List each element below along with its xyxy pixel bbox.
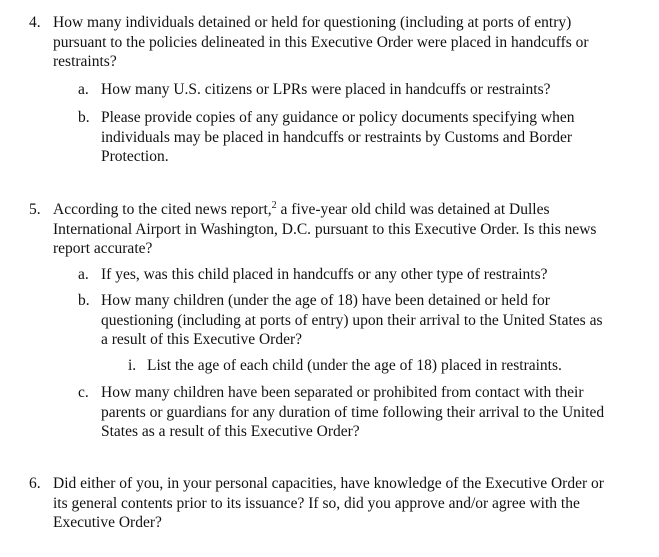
subitem-line: How many children have been separated or prohibited from contact with their	[101, 384, 584, 401]
subitem-line: List the age of each child (under the age of 18) placed in restraints.	[147, 357, 562, 374]
subitem-text	[147, 356, 647, 376]
subitem-text	[101, 108, 646, 167]
question-number: 5.	[29, 201, 41, 218]
subitem-text	[101, 291, 646, 350]
question-text	[53, 13, 643, 72]
subitem-line: individuals may be placed in handcuffs or restraints by Customs and Border	[101, 128, 573, 146]
question-text	[53, 200, 643, 259]
subitem-letter: a.	[78, 266, 89, 283]
subitem-line: States as a result of this Executive Order?	[101, 423, 360, 440]
question-number: 4.	[29, 14, 41, 31]
subitem-line: questioning (including at ports of entry) upon their arrival to the United States as	[101, 311, 603, 329]
subitem-letter: b.	[78, 109, 90, 126]
subitem-line: parents or guardians for any duration of time following their arrival to the United	[101, 403, 605, 421]
question-line: International Airport in Washington, D.C. pursuant to this Executive Order. Is this news	[53, 220, 597, 238]
subitem-letter: c.	[78, 384, 89, 401]
question-line: restraints?	[53, 53, 117, 70]
question-line-end: a five-year old child was detained at Dulles	[276, 201, 550, 218]
question-line: pursuant to the policies delineated in this Executive Order were placed in handcuffs or	[53, 33, 589, 51]
subitem-line: Protection.	[101, 148, 169, 165]
question-line	[53, 200, 643, 220]
subitem-letter: b.	[78, 292, 90, 309]
subitem-line: Please provide copies of any guidance or policy documents specifying when	[101, 109, 575, 126]
question-line: Did either of you, in your personal capacities, have knowledge of the Executive Order or	[53, 475, 604, 492]
question-line: How many individuals detained or held for questioning (including at ports of entry)	[53, 14, 572, 31]
subitem-line: If yes, was this child placed in handcuffs or any other type of restraints?	[101, 266, 548, 283]
subitem-text	[101, 383, 646, 442]
question-line-start: According to the cited news report,	[53, 201, 272, 218]
subitem-line: How many U.S. citizens or LPRs were placed in handcuffs or restraints?	[101, 81, 551, 98]
question-number: 6.	[29, 475, 41, 492]
subitem-letter: a.	[78, 81, 89, 98]
subitem-text	[101, 265, 646, 285]
subitem-line: a result of this Executive Order?	[101, 331, 302, 348]
question-line: report accurate?	[53, 240, 153, 257]
subitem-roman: i.	[128, 357, 137, 374]
subitem-text	[101, 80, 646, 100]
footnote-marker: 2	[271, 200, 277, 211]
subitem-line: How many children (under the age of 18) have been detained or held for	[101, 292, 550, 309]
question-text	[53, 474, 643, 533]
question-line: its general contents prior to its issuance? If so, did you approve and/or agree with the	[53, 494, 580, 512]
question-line: Executive Order?	[53, 514, 162, 531]
